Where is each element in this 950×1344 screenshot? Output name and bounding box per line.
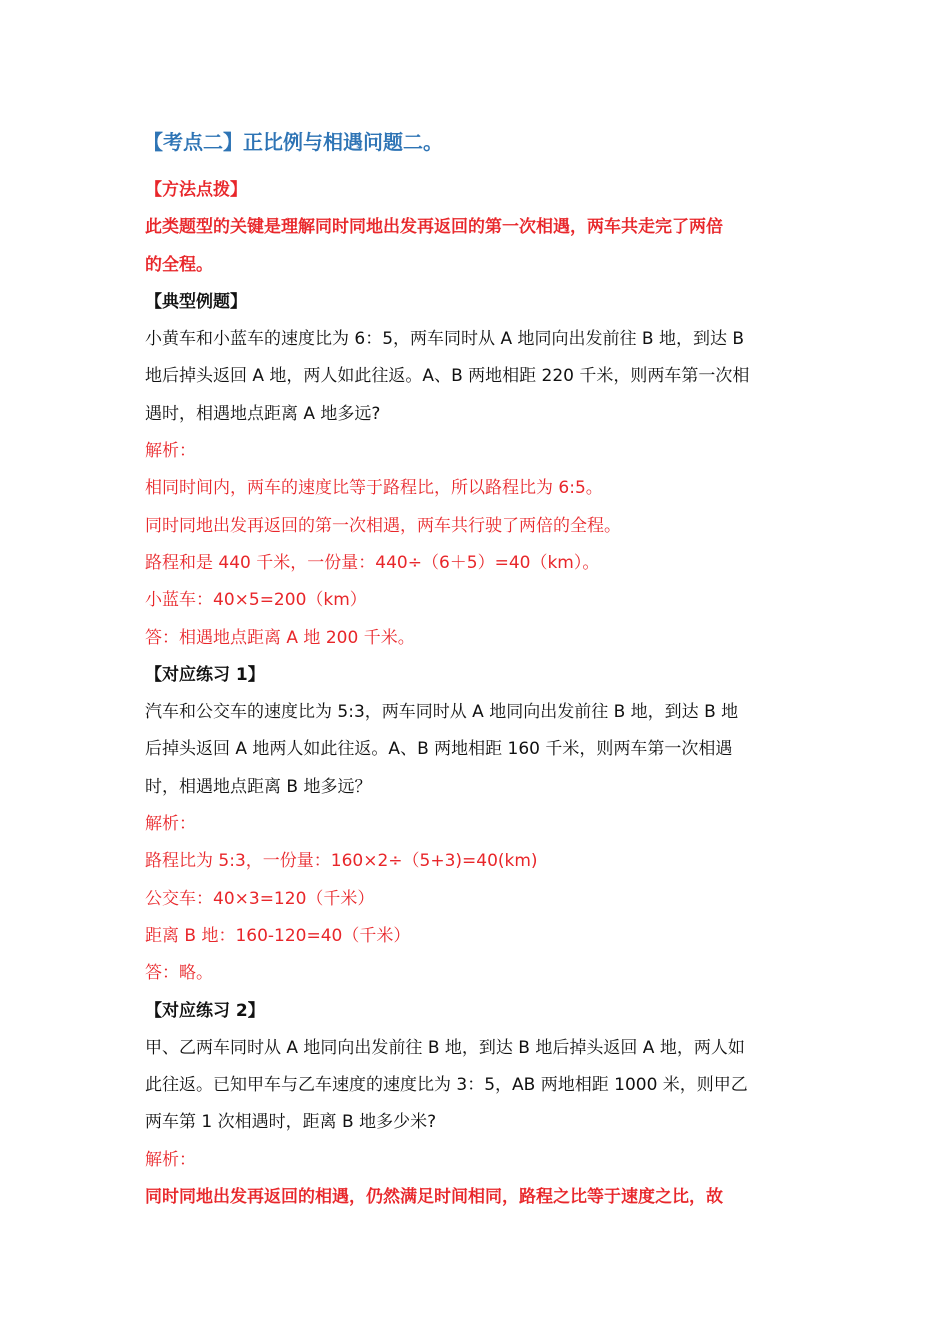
practice1-question-line: 后掉头返回 A 地两人如此往返。A、B 两地相距 160 千米，则两车第一次相遇 — [145, 739, 733, 760]
example-analysis-line: 答：相遇地点距离 A 地 200 千米。 — [145, 627, 415, 648]
practice2-heading: 【对应练习 2】 — [145, 1000, 265, 1021]
practice1-analysis-line: 路程比为 5:3，一份量：160×2÷（5+3)=40(km) — [145, 851, 538, 872]
method-line: 此类题型的关键是理解同时同地出发再返回的第一次相遇，两车共走完了两倍 — [145, 217, 723, 238]
practice1-heading: 【对应练习 1】 — [145, 664, 265, 685]
example-question-line: 地后掉头返回 A 地，两人如此往返。A、B 两地相距 220 千米，则两车第一次相 — [145, 366, 750, 387]
example-question-line: 小黄车和小蓝车的速度比为 6：5，两车同时从 A 地同向出发前往 B 地，到达 B — [145, 329, 745, 350]
example-heading: 【典型例题】 — [145, 291, 247, 312]
practice1-question-line: 汽车和公交车的速度比为 5:3，两车同时从 A 地同向出发前往 B 地，到达 B 地 — [145, 702, 739, 723]
practice1-question-line: 时，相遇地点距离 B 地多远？ — [145, 776, 372, 797]
method-line: 的全程。 — [145, 254, 213, 275]
practice2-question-line: 两车第 1 次相遇时，距离 B 地多少米? — [145, 1112, 437, 1133]
practice1-analysis-line: 答：略。 — [145, 963, 213, 984]
example-question-line: 遇时，相遇地点距离 A 地多远? — [145, 403, 381, 424]
practice1-analysis-line: 公交车：40×3=120（千米） — [145, 888, 375, 909]
example-analysis-line: 小蓝车：40×5=200（km） — [145, 590, 367, 611]
practice1-analysis-line: 距离 B 地：160-120=40（千米） — [145, 925, 411, 946]
method-heading: 【方法点拨】 — [145, 180, 247, 200]
practice2-analysis-line: 同时同地出发再返回的相遇，仍然满足时间相同，路程之比等于速度之比，故 — [145, 1187, 723, 1208]
practice2-analysis-label: 解析： — [145, 1149, 196, 1170]
practice2-question-line: 此往返。已知甲车与乙车速度的速度比为 3：5，AB 两地相距 1000 米，则甲乙 — [145, 1075, 748, 1096]
example-analysis-line: 同时同地出发再返回的第一次相遇，两车共行驶了两倍的全程。 — [145, 515, 621, 536]
document-page — [145, 124, 815, 1216]
example-analysis-line: 相同时间内，两车的速度比等于路程比，所以路程比为 6:5。 — [145, 478, 603, 499]
practice1-analysis-label: 解析： — [145, 814, 196, 835]
example-analysis-label: 解析： — [145, 441, 196, 462]
practice2-question-line: 甲、乙两车同时从 A 地同向出发前往 B 地，到达 B 地后掉头返回 A 地，两人如 — [145, 1037, 745, 1058]
section-title: 【考点二】正比例与相遇问题二。 — [143, 130, 443, 154]
example-analysis-line: 路程和是 440 千米，一份量：440÷（6＋5）=40（km）。 — [145, 552, 600, 573]
